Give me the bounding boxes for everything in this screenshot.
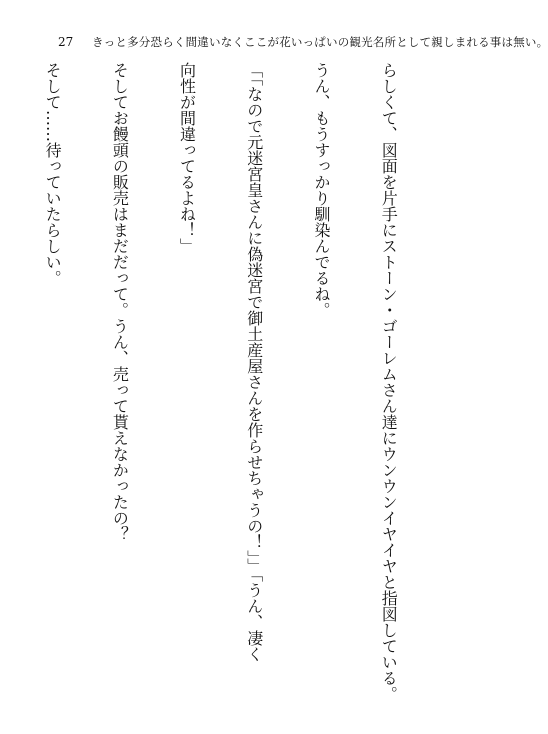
- text-line: らしくて、図面を片手にストーン・ゴーレムさん達にウンウンイヤイヤと指図している。: [379, 62, 399, 702]
- page-number: 27: [58, 35, 74, 49]
- text-line: そして……待っていたらしい。: [43, 62, 63, 286]
- text-line: うん、もうすっかり馴染んでるね。: [311, 62, 331, 318]
- body-text: [43, 62, 444, 702]
- text-line: そしてお饅頭の販売はまだだって。うん、売って貰えなかったの？: [110, 62, 130, 542]
- text-line: 「「なので元迷宮皇さんに偽迷宮で御土産屋さんを作らせちゃうの！」」「うん、凄く: [244, 62, 264, 662]
- running-title: きっと多分恐らく間違いなくここが花いっぱいの観光名所として親しまれる事は無い。: [92, 35, 548, 49]
- text-line: 向性が間違ってるよね！」: [177, 62, 197, 254]
